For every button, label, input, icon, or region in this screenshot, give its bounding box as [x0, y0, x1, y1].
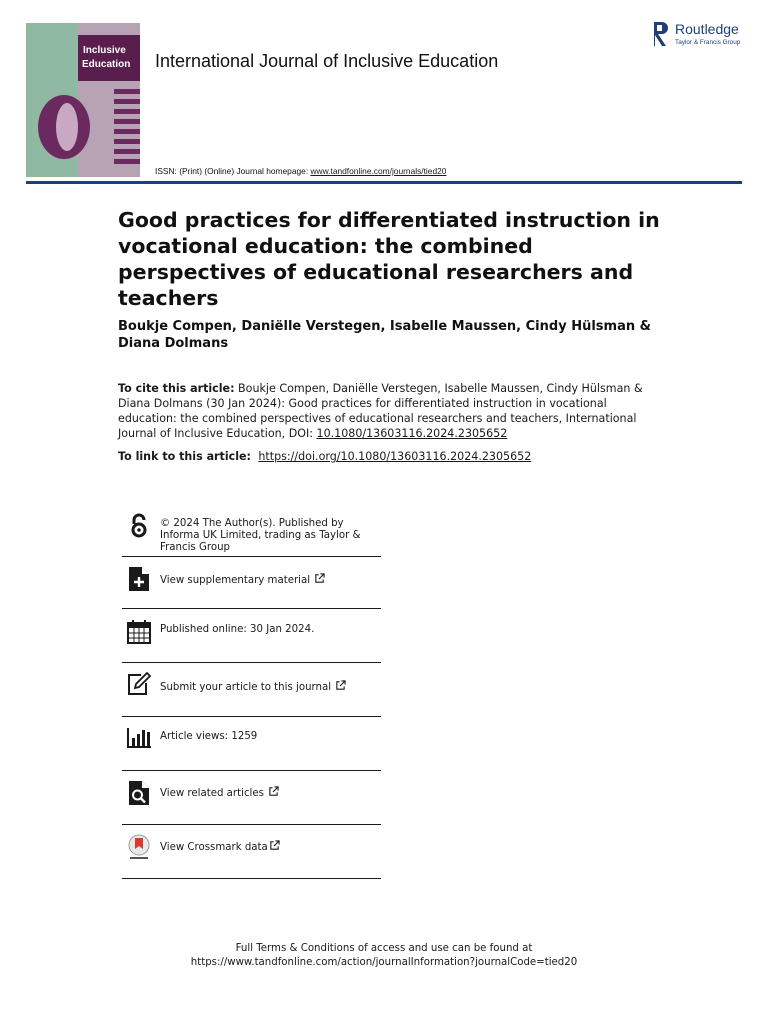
cover-stripe: [114, 89, 140, 94]
routledge-r-icon: [652, 20, 670, 48]
journal-cover-image: [26, 23, 140, 177]
article-views-text: Article views: 1259: [160, 731, 258, 742]
terms-footer: [0, 942, 768, 970]
cover-stripe: [114, 139, 140, 144]
publisher-logo[interactable]: [652, 20, 748, 50]
publisher-tagline: Taylor & Francis Group: [675, 39, 741, 46]
submit-article-item[interactable]: [122, 663, 381, 717]
link-label: To link to this article:: [118, 450, 255, 463]
journal-homepage-link[interactable]: www.tandfonline.com/journals/tied20: [310, 166, 447, 176]
article-link-line: [118, 450, 531, 463]
external-link-icon: [268, 786, 279, 797]
supplementary-label: View supplementary material: [160, 575, 311, 586]
submit-icon: [126, 671, 152, 697]
footer-line-1: Full Terms & Conditions of access and use can be found at: [235, 943, 533, 954]
supplementary-item[interactable]: [122, 557, 381, 609]
cover-title-line2: Education: [82, 59, 131, 70]
crossmark-icon: [126, 834, 152, 860]
footer-terms-url[interactable]: https://www.tandfonline.com/action/journalInformation?journalCode=tied20: [190, 957, 578, 968]
article-authors: Boukje Compen, Daniëlle Verstegen, Isabelle Maussen, Cindy Hülsman & Diana Dolmans: [118, 319, 651, 351]
external-link-icon: [269, 840, 280, 851]
article-info-list: [122, 508, 381, 879]
submit-article-link[interactable]: [160, 680, 346, 694]
external-link-icon: [335, 680, 346, 691]
license-item: [122, 508, 381, 557]
related-articles-item[interactable]: [122, 771, 381, 825]
submit-article-label: Submit your article to this journal: [160, 682, 332, 693]
cover-stripe: [114, 129, 140, 134]
issn-label: ISSN: (Print) (Online) Journal homepage:: [155, 166, 311, 176]
related-articles-icon: [126, 780, 152, 806]
related-articles-link[interactable]: [160, 786, 279, 800]
crossmark-item[interactable]: [122, 825, 381, 879]
external-link-icon: [314, 573, 325, 584]
header-rule: [26, 181, 742, 184]
bar-chart-icon: [126, 725, 152, 751]
open-access-icon: [126, 513, 152, 539]
crossmark-link[interactable]: [160, 840, 280, 854]
cite-label: To cite this article:: [118, 382, 235, 395]
cover-stripe: [114, 99, 140, 104]
publisher-name: Routledge: [675, 21, 739, 37]
crossmark-label: View Crossmark data: [160, 842, 268, 853]
cover-stripe: [114, 109, 140, 114]
article-title: Good practices for differentiated instruction in vocational education: the combined perspectives of educational researchers and teachers: [118, 208, 660, 310]
published-date-text: Published online: 30 Jan 2024.: [160, 624, 315, 635]
supplementary-icon: [126, 566, 152, 592]
published-date-item: [122, 609, 381, 663]
doi-link[interactable]: 10.1080/13603116.2024.2305652: [316, 427, 508, 440]
cover-title-box: [78, 35, 140, 81]
calendar-icon: [126, 619, 152, 645]
article-url-link[interactable]: https://doi.org/10.1080/13603116.2024.2305652: [258, 450, 532, 463]
article-views-item: [122, 717, 381, 771]
citation-block: [118, 381, 648, 441]
issn-line: [155, 166, 446, 176]
related-articles-label: View related articles: [160, 788, 264, 799]
cover-stripe: [114, 159, 140, 164]
cite-text: Boukje Compen, Daniëlle Verstegen, Isabelle Maussen, Cindy Hülsman & Diana Dolmans (30 Jan 2024): Good practices for differentiated instruction in vocational education: the combined perspectives of educational researchers and teachers, International Journal of Inclusive Education, DOI:: [118, 382, 643, 440]
cover-title-line1: Inclusive: [83, 45, 126, 56]
cover-stripe: [114, 149, 140, 154]
cover-stripe: [114, 119, 140, 124]
journal-title: International Journal of Inclusive Education: [155, 51, 499, 71]
license-text: © 2024 The Author(s). Published by Informa UK Limited, trading as Taylor & Francis Group: [160, 518, 361, 553]
supplementary-link[interactable]: [160, 573, 325, 587]
cover-face-highlight: [56, 103, 78, 151]
